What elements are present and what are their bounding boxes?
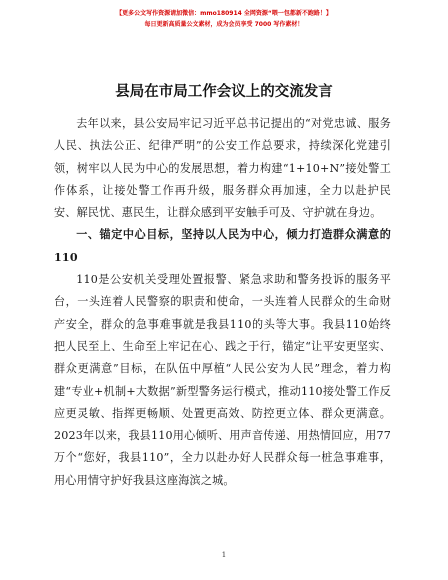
page-number: 1 [221, 551, 227, 559]
promo-banner-line-2: 每日更新高质量公文素材，成为会员享受 7000 写作素材！ [144, 21, 304, 28]
body-paragraph: 去年以来，县公安局牢记习近平总书记提出的“对党忠诚、服务人民、执法公正、纪律严明”的公安工作总要求，持续深化党建引领，树牢以人民为中心的发展思想，着力构建“1+10+N”接处警工作体系，让接处警工作再升级，服务群众再加速，全力以赴护民安、解民忧、惠民生，让群众感到平安触手可及、守护就在身边。 [54, 117, 391, 220]
document-title: 县局在市局工作会议上的交流发言 [115, 84, 333, 100]
promo-banner-line-1: 【更多公文写作资源请加微信：mmo180914 全网资源“喂一包都新不跑路！】 [116, 10, 332, 17]
document-body [54, 113, 391, 492]
section-heading: 一、锚定中心目标，坚持以人民为中心，倾力打造群众满意的110 [54, 228, 391, 264]
body-paragraph: 110是公安机关受理处置报警、紧急求助和警务投诉的服务平台，一头连着人民警察的职责和使命，一头连着人民群众的生命财产安全，群众的急事难事就是我县110的头等大事。我县110始终把人民至上、生命至上牢记在心、践之于行，锚定“让平安更坚实、群众更满意”目标，在队伍中厚植“人民公安为人民”理念，着力构建“专业+机制+大数据”新型警务运行模式，推动110接处警工作反应更灵敏、指挥更畅顺、处置更高效、防控更立体、群众更满意。2023年以来，我县110用心倾听、用声音传递、用热情回应，用77万个“您好，我县110”，全力以赴办好人民群众每一桩急事难事，用心用情守护好我县这座海滨之城。 [54, 273, 391, 487]
